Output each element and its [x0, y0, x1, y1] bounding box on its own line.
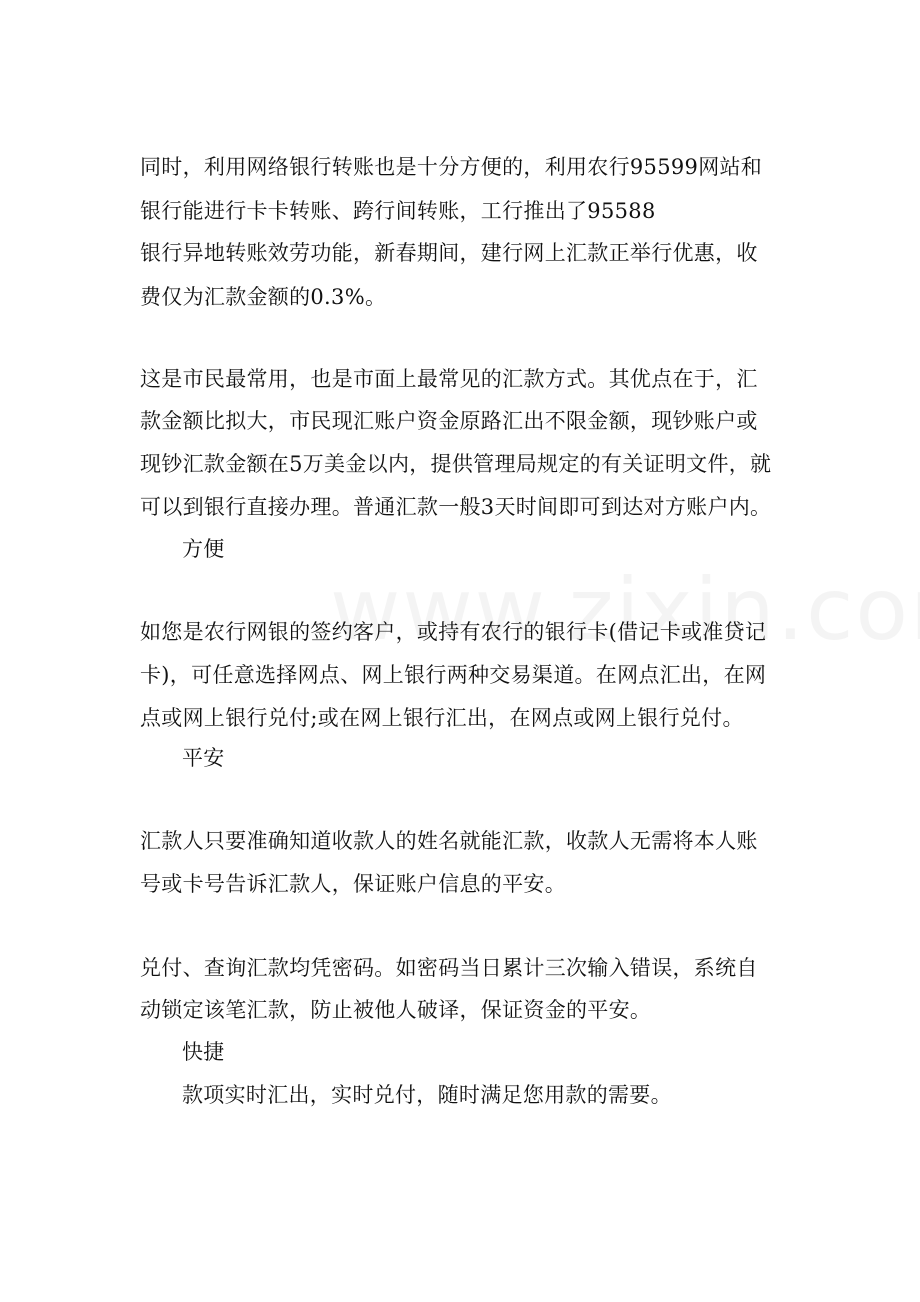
section-heading-safe: 平安: [182, 746, 225, 770]
paragraph-2-line-3: 现钞汇款金额在5万美金以内，提供管理局规定的有关证明文件，就: [140, 452, 772, 476]
paragraph-5-line-2: 动锁定该笔汇款，防止被他人破译，保证资金的平安。: [140, 998, 652, 1022]
paragraph-4-line-1: 汇款人只要准确知道收款人的姓名就能汇款，收款人无需将本人账: [140, 829, 758, 853]
paragraph-2-line-4: 可以到银行直接办理。普通汇款一般3天时间即可到达对方账户内。: [140, 495, 772, 519]
paragraph-1-line-1: 同时，利用网络银行转账也是十分方便的，利用农行95599网站和: [140, 155, 763, 179]
paragraph-1-line-3: 银行异地转账效劳功能，新春期间，建行网上汇款正举行优惠，收: [140, 241, 758, 265]
paragraph-1-line-2: 银行能进行卡卡转账、跨行间转账，工行推出了95588: [140, 199, 656, 223]
paragraph-5-line-1: 兑付、查询汇款均凭密码。如密码当日累计三次输入错误，系统自: [140, 956, 758, 980]
paragraph-2-line-2: 款金额比拟大，市民现汇账户资金原路汇出不限金额，现钞账户或: [140, 409, 758, 433]
section-heading-fast: 快捷: [182, 1040, 225, 1064]
paragraph-3-line-3: 点或网上银行兑付;或在网上银行汇出，在网点或网上银行兑付。: [140, 706, 744, 730]
paragraph-2-line-1: 这是市民最常用，也是市面上最常见的汇款方式。其优点在于，汇: [140, 367, 758, 391]
paragraph-3-line-2: 卡)，可任意选择网点、网上银行两种交易渠道。在网点汇出，在网: [140, 663, 767, 687]
section-heading-convenient: 方便: [182, 537, 225, 561]
paragraph-6-line-1: 款项实时汇出，实时兑付，随时满足您用款的需要。: [182, 1083, 672, 1107]
paragraph-4-line-2: 号或卡号告诉汇款人，保证账户信息的平安。: [140, 872, 566, 896]
paragraph-1-line-4: 费仅为汇款金额的0.3%。: [140, 285, 387, 309]
paragraph-3-line-1: 如您是农行网银的签约客户，或持有农行的银行卡(借记卡或准贷记: [140, 620, 767, 644]
